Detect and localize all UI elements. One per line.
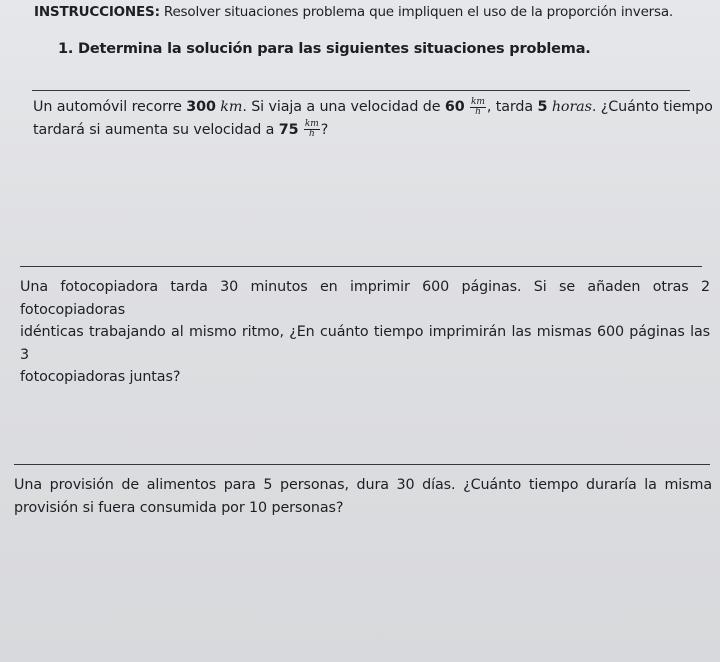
fraction-denominator: h [308, 129, 315, 139]
problem-1-text-b: . Si viaja a una velocidad de [242, 99, 445, 115]
separator-line-3 [14, 464, 710, 465]
problem-1-hours: 5 [537, 99, 548, 115]
problem-3-line-2: provisión si fuera consumida por 10 personas? [14, 499, 344, 516]
problem-1-speed-2: 75 [278, 121, 299, 138]
problem-1-distance-unit: km [220, 99, 243, 115]
problem-1-text-f: ? [320, 121, 329, 138]
instructions-label: INSTRUCCIONES: [34, 4, 160, 20]
problem-1-text-e: tardará si aumenta su velocidad a [33, 121, 279, 138]
problem-2-line-1: Una fotocopiadora tarda 30 minutos en imprimir 600 páginas. Si se añaden otras 2 fotocopiadoras [20, 279, 710, 318]
problem-1-text-d: . ¿Cuánto tiempo [591, 99, 713, 115]
problem-1-text-a: Un automóvil recorre [33, 99, 187, 115]
task-heading: 1. Determina la solución para las siguientes situaciones problema. [58, 41, 591, 57]
problem-3 [14, 474, 712, 519]
problem-1-text-c: , tarda [486, 99, 538, 115]
problem-2-line-2: idénticas trabajando al mismo ritmo, ¿En cuánto tiempo imprimirán las mismas 600 páginas las 3 [20, 324, 710, 363]
instructions-line [34, 4, 714, 20]
problem-2-line-3: fotocopiadoras juntas? [20, 369, 181, 385]
fraction-numerator: km [471, 96, 485, 107]
problem-1-speed-1: 60 [444, 99, 465, 115]
problem-1-distance: 300 [186, 99, 216, 115]
problem-3-line-1: Una provisión de alimentos para 5 personas, dura 30 días. ¿Cuánto tiempo duraría la misma [14, 477, 712, 493]
separator-line-1 [32, 90, 690, 91]
speed-unit-fraction-2 [304, 120, 320, 139]
speed-unit-fraction-1 [470, 98, 486, 117]
fraction-denominator: h [475, 106, 481, 117]
problem-1 [33, 96, 713, 141]
problem-1-line-1 [33, 96, 713, 119]
problem-2 [20, 276, 710, 389]
problem-1-hours-unit: horas [551, 99, 592, 115]
instructions-text: Resolver situaciones problema que impliquen el uso de la proporción inversa. [159, 4, 674, 20]
separator-line-2 [20, 266, 702, 267]
problem-1-line-2 [33, 119, 705, 142]
fraction-numerator: km [304, 119, 319, 129]
